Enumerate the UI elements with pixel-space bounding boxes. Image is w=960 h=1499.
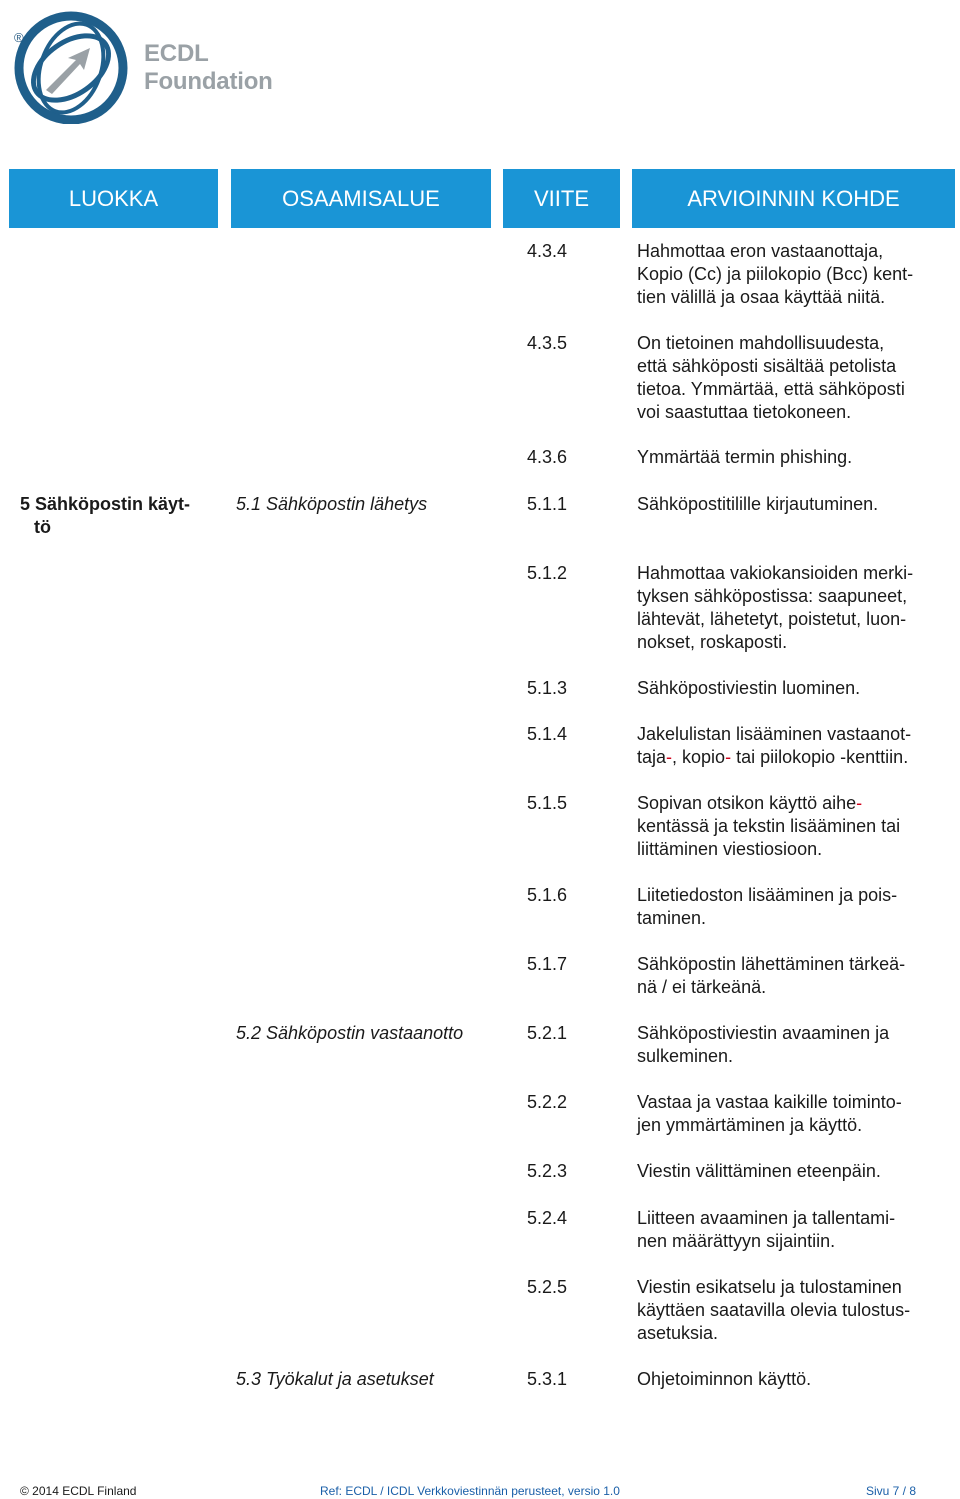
brand-name: ECDL Foundation [144,40,273,95]
ref-number: 5.2.3 [527,1161,568,1181]
assessment-item: Sopivan otsikon käyttö aihe- kentässä ja tekstin lisääminen tai liittäminen viestiosioon. [637,793,901,859]
ecdl-logo [6,8,306,124]
assessment-item: Jakelulistan lisääminen vastaanot- taja-, kopio- tai piilokopio -kenttiin. [637,724,912,767]
assessment-item: Viestin välittäminen eteenpäin. [637,1161,881,1181]
header-osaamisalue: OSAAMISALUE [231,169,491,228]
footer-reference: Ref: ECDL / ICDL Verkkoviestinnän perusteet, versio 1.0 [320,1484,620,1498]
ref-number: 5.1.2 [527,563,568,583]
ref-number: 5.2.5 [527,1277,568,1297]
assessment-item: Sähköpostiviestin avaaminen ja sulkeminen. [637,1023,890,1066]
footer-page-number: Sivu 7 / 8 [866,1484,917,1498]
ref-number: 4.3.6 [527,447,568,467]
assessment-item: Viestin esikatselu ja tulostaminen käyttäen saatavilla olevia tulostus- asetuksia. [637,1277,911,1343]
category-label: 5 Sähköpostin käyt- tö [20,494,191,537]
header-arvioinnin-kohde: ARVIOINNIN KOHDE [632,169,955,228]
ref-number: 5.2.2 [527,1092,568,1112]
footer-copyright: © 2014 ECDL Finland [20,1484,137,1498]
ref-number: 5.1.6 [527,885,568,905]
assessment-item: Sähköpostin lähettäminen tärkeä- nä / ei tärkeänä. [637,954,906,997]
assessment-item: Vastaa ja vastaa kaikille toiminto- jen ymmärtäminen ja käyttö. [637,1092,902,1135]
ref-number: 4.3.4 [527,241,568,261]
assessment-item: Ohjetoiminnon käyttö. [637,1369,812,1389]
ref-number: 5.1.7 [527,954,568,974]
subarea-sending: 5.1 Sähköpostin lähetys [236,494,428,514]
ref-number: 5.1.1 [527,494,568,514]
subarea-tools: 5.3 Työkalut ja asetukset [236,1369,434,1389]
registered-mark: ® [14,30,24,45]
ref-number: 5.3.1 [527,1369,568,1389]
assessment-item: Hahmottaa eron vastaanottaja, Kopio (Cc) ja piilokopio (Bcc) kent- tien välillä ja osaa käyttää niitä. [637,241,914,307]
ref-number: 5.1.3 [527,678,568,698]
assessment-item: Liitetiedoston lisääminen ja pois- taminen. [637,885,898,928]
assessment-item: Liitteen avaaminen ja tallentami- nen määrättyyn sijaintiin. [637,1208,896,1251]
header-luokka: LUOKKA [9,169,218,228]
subarea-receiving: 5.2 Sähköpostin vastaanotto [236,1023,464,1043]
ref-number: 5.1.4 [527,724,568,744]
assessment-item: Sähköpostitilille kirjautuminen. [637,494,879,514]
globe-arrow-icon [6,8,136,124]
ref-number: 4.3.5 [527,333,568,353]
assessment-item: Sähköpostiviestin luominen. [637,678,861,698]
assessment-item: Ymmärtää termin phishing. [637,447,853,467]
assessment-item: Hahmottaa vakiokansioiden merki- tyksen sähköpostissa: saapuneet, lähtevät, lähetetyt, poistetut, luon- nokset, roskaposti. [637,563,914,652]
assessment-item: On tietoinen mahdollisuudesta, että sähköposti sisältää petolista tietoa. Ymmärtää, että sähköposti voi saastuttaa tietokoneen. [637,333,905,422]
ref-number: 5.1.5 [527,793,568,813]
ref-number: 5.2.1 [527,1023,568,1043]
header-viite: VIITE [503,169,620,228]
ref-number: 5.2.4 [527,1208,568,1228]
